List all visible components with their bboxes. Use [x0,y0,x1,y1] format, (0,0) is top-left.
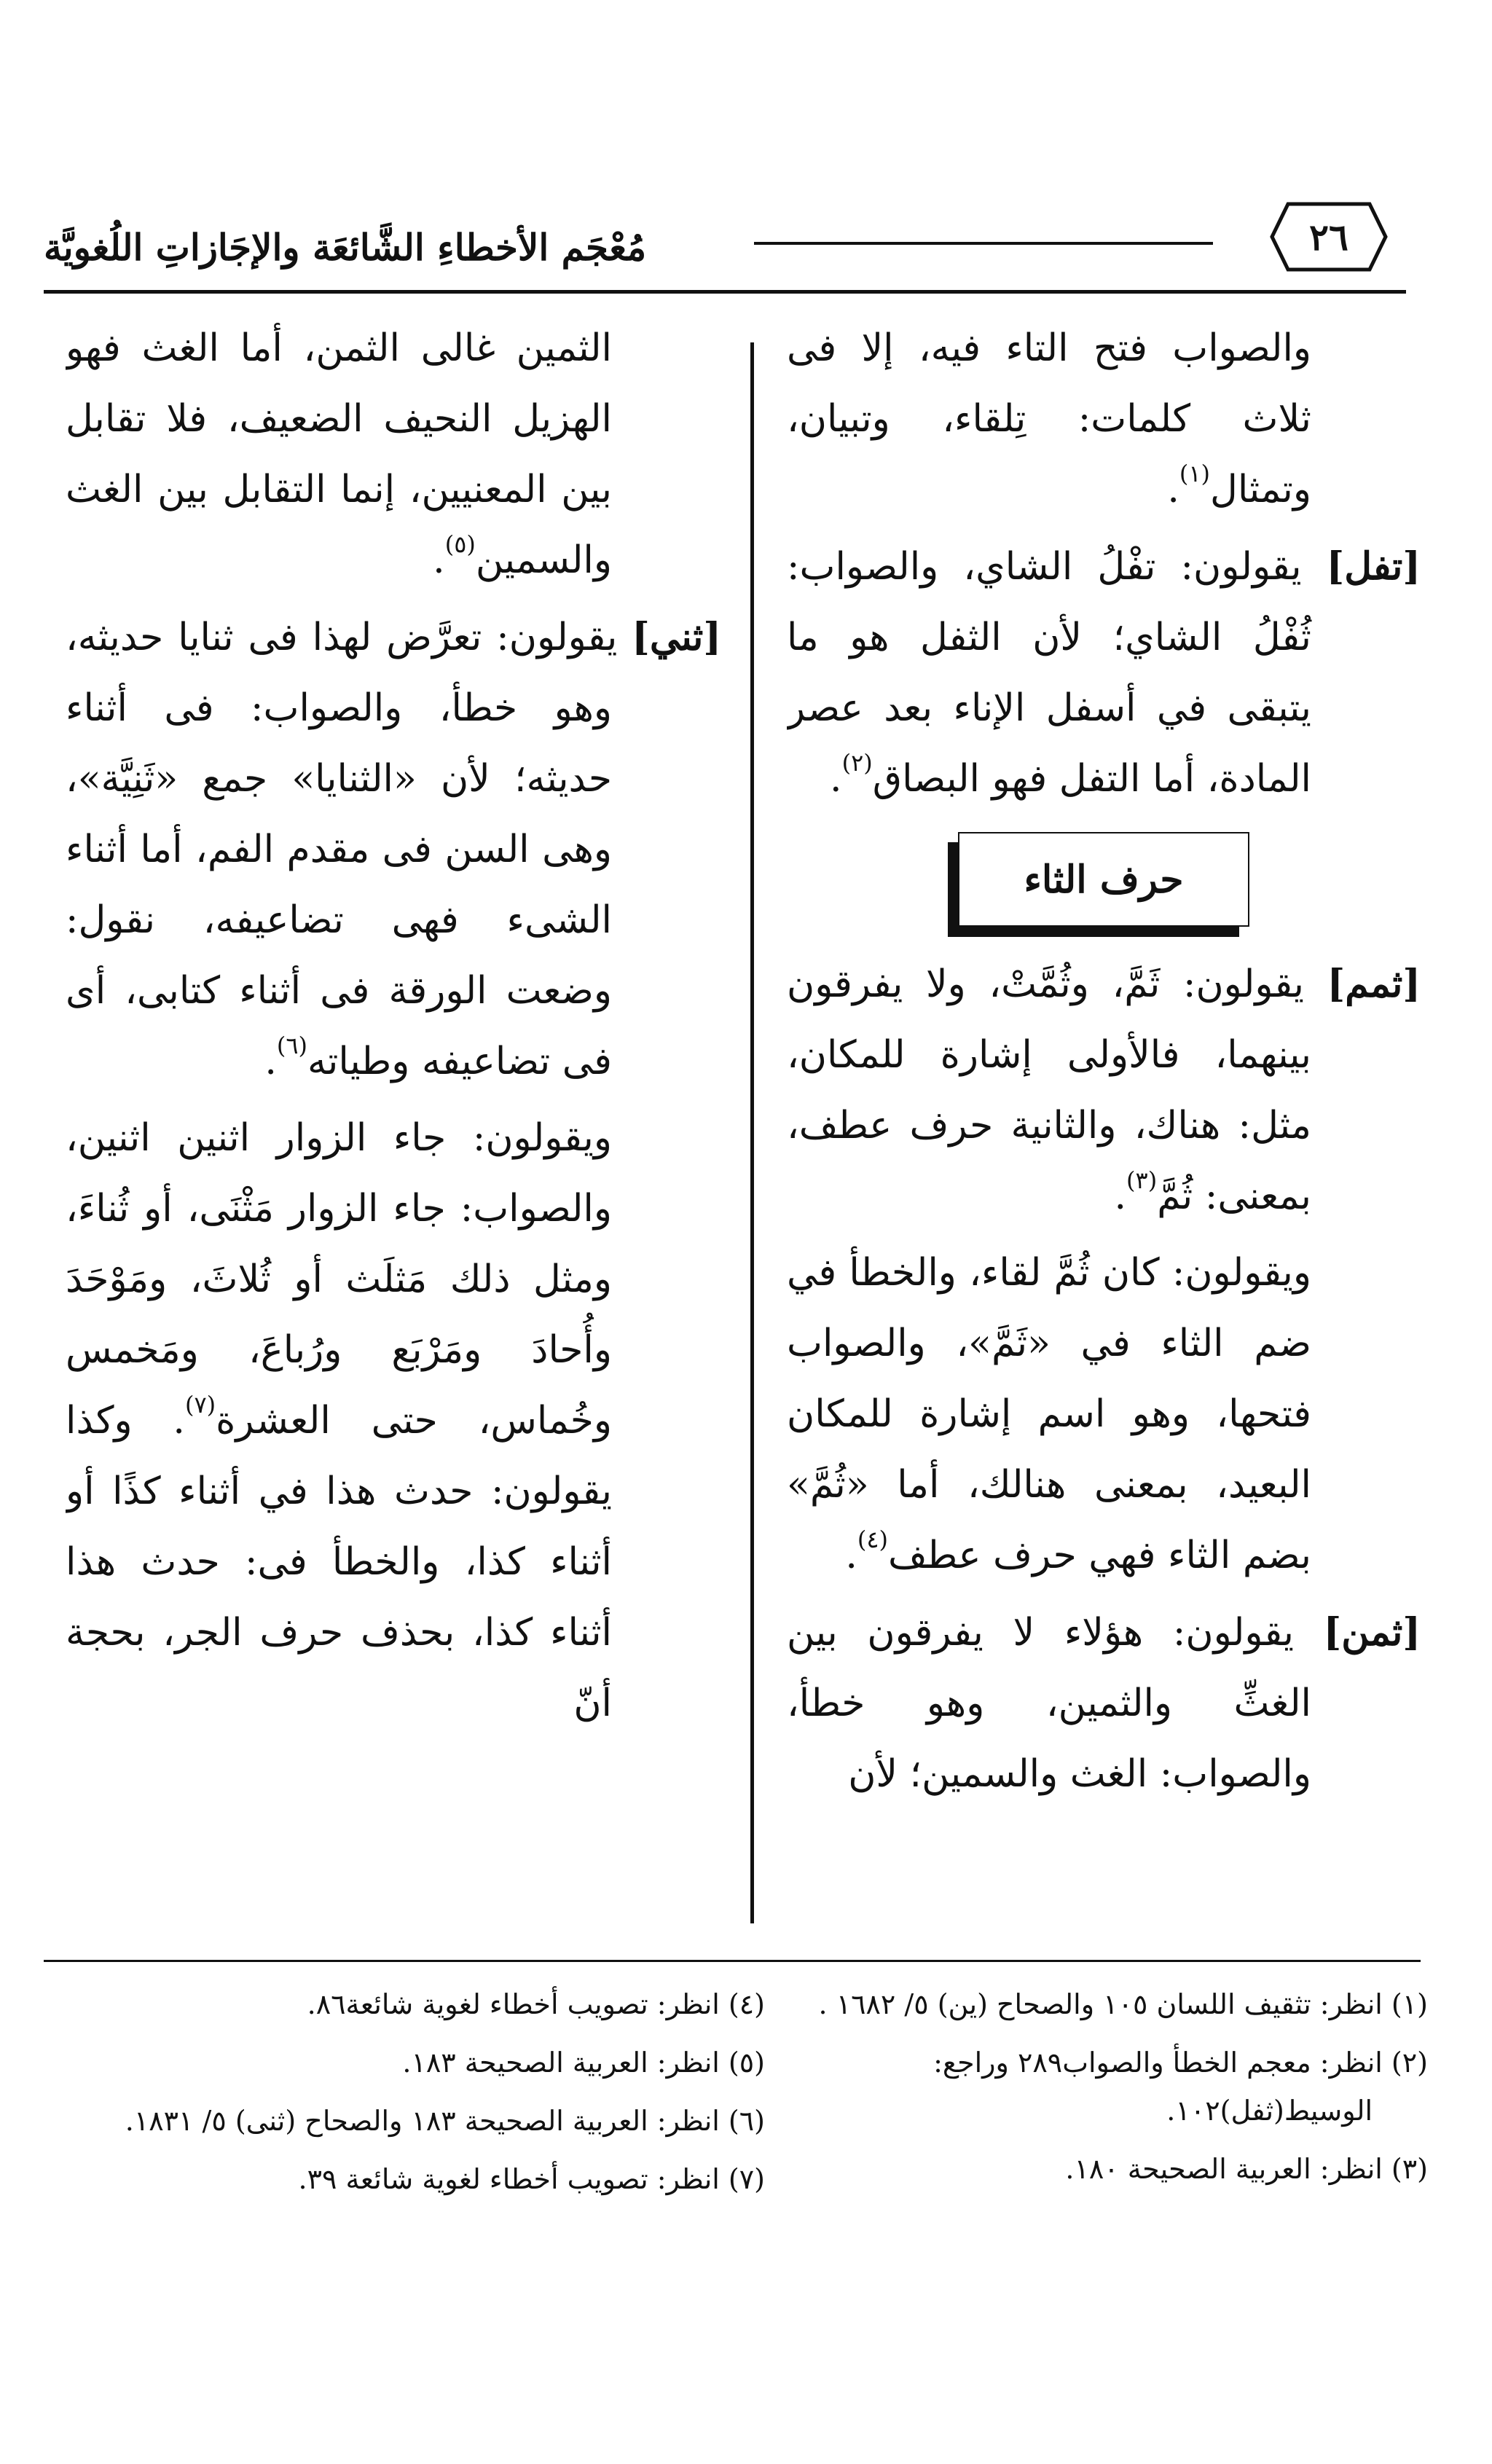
footnote-ref: (٤) [857,1526,888,1553]
entry-term: [تفل] [1326,544,1421,589]
footnotes-right [794,1980,1428,2388]
dictionary-entry: [ثني] يقولون: تعرَّض لهذا فى ثنايا حديثه، وهو خطأ، والصواب: فى أثناء حديثه؛ لأن «الثنايا» جمع «ثَنِيَّة»، وهى السن فى مقدم الفم، أما أثناء الشىء فهى تضاعيفه، نقول: وضعت الورقة فى أثناء كتابى، أى فى تضاعيفه وطياته$^{(٦)}$. [66,615,721,1083]
footnote: (٢) انظر: معجم الخطأ والصواب٢٨٩ وراجع: الوسيط(ثفل)١٠٢. [933,2047,1428,2127]
footnote: (٣) انظر: العربية الصحيحة ١٨٠. [1065,2153,1428,2185]
footnote-ref: (٢) [841,749,873,777]
entry-text: يقولون: تفْلُ الشاي، والصواب: ثُفْلُ الشاي؛ لأن الثفل هو ما يتبقى في أسفل الإناء بعد عصر المادة، أما التفل فهو البصاق [787,545,1311,801]
footnote: (٦) انظر: العربية الصحيحة ١٨٣ والصحاح (ثنى) ٥/ ١٨٣١. [125,2105,765,2137]
section-heading [958,832,1249,927]
footnotes-left [109,1980,765,2388]
footnote-ref: (٥) [444,530,476,558]
header-rule [44,290,1406,294]
entry-term: [ثمن] [1323,1610,1421,1655]
entry-term: [ثني] [632,615,721,659]
paragraph-text: ويقولون: كان ثُمَّ لقاء، والخطأ في ضم الثاء في «ثَمَّ»، والصواب فتحها، وهو اسم إشارة للمكان البعيد، بمعنى هنالك، أما «ثُمَّ» بضم الثاء فهي حرف عطف [787,1251,1311,1577]
paragraph-text: . وكذا يقولون: حدث هذا في أثناء كذًا أو أثناء كذا، والخطأ فى: حدث هذا أثناء كذا، بحذف حرف الجر، بحجة أنّ [66,1399,612,1725]
footnotes-rule [44,1960,1421,1962]
paragraph: ويقولون: كان ثُمَّ لقاء، والخطأ في ضم الثاء في «ثَمَّ»، والصواب فتحها، وهو اسم إشارة للمكان البعيد، بمعنى هنالك، أما «ثُمَّ» بضم الثاء فهي حرف عطف$^{(٤)}$. [787,1251,1311,1577]
footnote: (٤) انظر: تصويب أخطاء لغوية شائعة٨٦. [307,1988,765,2020]
paragraph: والصواب فتح التاء فيه، إلا فى ثلاث كلمات: تِلقاء، وتبيان، وتمثال$^{(١)}$. [787,326,1311,511]
dictionary-entry: [تفل] يقولون: تفْلُ الشاي، والصواب: ثُفْلُ الشاي؛ لأن الثفل هو ما يتبقى في أسفل الإناء بعد عصر المادة، أما التفل فهو البصاق$^{(٢)}$. [787,544,1421,801]
book-title: مُعْجَم الأخطاءِ الشَّائعَة والإجَازاتِ اللُغويَّة [44,226,647,269]
footnote-ref: (٦) [276,1032,308,1059]
right-column [787,313,1421,1938]
page-number-frame [1266,197,1391,277]
entry-text: يقولون: هؤلاء لا يفرقون بين الغثِّ والثمين، وهو خطأ، والصواب: الغث والسمين؛ لأن [787,1611,1311,1796]
paragraph: الثمين غالى الثمن، أما الغث فهو الهزيل النحيف الضعيف، فلا تقابل بين المعنيين، إنما التقابل بين الغث والسمين$^{(٥)}$. [66,326,612,582]
paragraph-text: الثمين غالى الثمن، أما الغث فهو الهزيل النحيف الضعيف، فلا تقابل بين المعنيين، إنما التقابل بين الغث والسمين [66,326,612,582]
entry-text: يقولون: ثَمَّ، وثُمَّتْ، ولا يفرقون بينهما، فالأولى إشارة للمكان، مثل: هناك، والثانية حرف عطف، بمعنى: ثُمَّ [787,962,1311,1218]
header-rule-short [754,242,1213,245]
footnote: (١) انظر: تثقيف اللسان ١٠٥ والصحاح (ين) ٥/ ١٦٨٢ . [818,1988,1428,2020]
footnote-ref: (١) [1179,460,1211,487]
section-title: حرف الثاء [958,832,1249,927]
footnote-ref: (٣) [1126,1166,1158,1194]
page-number: ٢٦ [1309,215,1348,259]
footnote-ref: (٧) [184,1391,216,1419]
entry-text: يقولون: تعرَّض لهذا فى ثنايا حديثه، وهو خطأ، والصواب: فى أثناء حديثه؛ لأن «الثنايا» جمع «ثَنِيَّة»، وهى السن فى مقدم الفم، أما أثناء الشىء فهى تضاعيفه، نقول: وضعت الورقة فى أثناء كتابى، أى فى تضاعيفه وطياته [66,616,618,1083]
dictionary-entry: [ثمم] يقولون: ثَمَّ، وثُمَّتْ، ولا يفرقون بينهما، فالأولى إشارة للمكان، مثل: هناك، والثانية حرف عطف، بمعنى: ثُمَّ$^{(٣)}$. [787,962,1421,1218]
footnote: (٥) انظر: العربية الصحيحة ١٨٣. [402,2047,765,2079]
paragraph [66,1103,721,1739]
paragraph-text: ويقولون: جاء الزوار اثنين اثنين، والصواب: جاء الزوار مَثْنَى، أو ثُناءَ، ومثل ذلك مَثلَث أو ثُلاثَ، ومَوْحَدَ وأُحادَ ومَرْبَع ورُباعَ، ومَخمس وخُماس، حتى العشرة [66,1116,613,1443]
column-divider [750,342,754,1923]
entry-term: [ثمم] [1327,962,1421,1006]
dictionary-entry [787,1597,1421,1810]
paragraph-text: والصواب فتح التاء فيه، إلا فى ثلاث كلمات: تِلقاء، وتبيان، وتمثال [787,326,1311,511]
left-column [66,313,721,1938]
footnote: (٧) انظر: تصويب أخطاء لغوية شائعة ٣٩. [298,2163,765,2195]
